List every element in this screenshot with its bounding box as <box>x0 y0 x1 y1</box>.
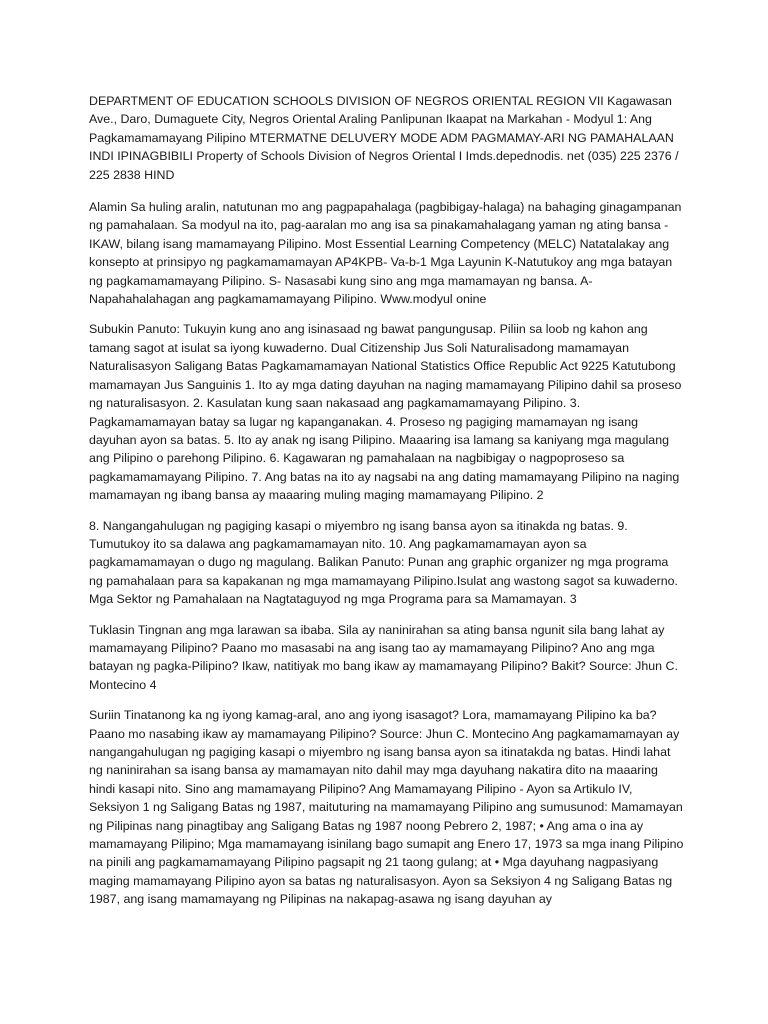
suriin-paragraph: Suriin Tinatanong ka ng iyong kamag-aral, ano ang iyong isasagot? Lora, mamamayang Pilipino ka ba? Paano mo nasabing ikaw ay mamamayang Pilipino? Source: Jhun C. Montecino Ang pagkamamamayan ay nangangahulugan ng pagiging kasapi o miyembro ng isang bansa ayon sa itinatakda ng batas. Hindi lahat ng naninirahan sa isang bansa ay mamamayan nito dahil may mga dayuhang nakatira dito na maaaring hindi kasapi nito. Sino ang mamamayang Pilipino? Ang Mamamayang Pilipino - Ayon sa Artikulo IV, Seksiyon 1 ng Saligang Batas ng 1987, maituturing na mamamayang Pilipino ang sumusunod: Mamamayan ng Pilipinas nang pinagtibay ang Saligang Batas ng 1987 noong Pebrero 2, 1987; • Ang ama o ina ay mamamayang Pilipino; Mga mamamayang isinilang bago sumapit ang Enero 17, 1973 sa mga inang Pilipino na pinili ang pagkamamamayang Pilipino pagsapit ng 21 taong gulang; at • Mga dayuhang nagpasiyang maging mamamayang Pilipino ayon sa batas ng naturalisasyon. Ayon sa Seksiyon 4 ng Saligang Batas ng 1987, ang isang mamamayang ng Pilipinas na nakapag-asawa ng isang dayuhan ay <box>89 708 684 907</box>
balikan-paragraph: 8. Nangangahulugan ng pagiging kasapi o miyembro ng isang bansa ayon sa itinakda ng batas. 9. Tumutukoy ito sa dalawa ang pagkamamamayan nito. 10. Ang pagkamamamayan ayon sa pagkamamamayan o dugo ng magulang. Balikan Panuto: Punan ang graphic organizer ng mga programa ng pamahalaan para sa kapakanan ng mga mamamayang Pilipino.Isulat ang wastong sagot sa kuwaderno. Mga Sektor ng Pamahalaan na Nagtataguyod ng mga Programa para sa Mamamayan. 3 <box>89 518 678 607</box>
document-body <box>89 92 685 921</box>
alamin-paragraph: Alamin Sa huling aralin, natutunan mo ang pagpapahalaga (pagbibigay-halaga) na bahaging ginagampanan ng pamahalaan. Sa modyul na ito, pag-aaralan mo ang isa sa pinakamahalagang yaman ng ating bansa - IKAW, bilang isang mamamayang Pilipino. Most Essential Learning Competency (MELC) Natatalakay ang konsepto at prinsipyo ng pagkamamamayan AP4KPB- Va-b-1 Mga Layunin K-Natutukoy ang mga batayan ng pagkamamamayang Pilipino. S- Nasasabi kung sino ang mga mamamayan ng bansa. A- Napahahalahagan ang pagkamamamayang Pilipino. Www.modyul onine <box>89 200 682 307</box>
header-paragraph: DEPARTMENT OF EDUCATION SCHOOLS DIVISION OF NEGROS ORIENTAL REGION VII Kagawasan Ave., Daro, Dumaguete City, Negros Oriental Araling Panlipunan Ikaapat na Markahan - Modyul 1: Ang Pagkamamamayang Pilipino MTERMATNE DELUVERY MODE ADM PAGMAMAY-ARI NG PAMAHALAAN INDI IPINAGBIBILI Property of Schools Division of Negros Oriental I Imds.depednodis. net (035) 225 2376 / 225 2838 HIND <box>89 94 679 182</box>
tuklasin-paragraph: Tuklasin Tingnan ang mga larawan sa ibaba. Sila ay naninirahan sa ating bansa ngunit sila bang lahat ay mamamayang Pilipino? Paano mo masasabi na ang isang tao ay mamamayang Pilipino? Ano ang mga batayan ng pagka-Pilipino? Ikaw, natitiyak mo bang ikaw ay mamamayang Pilipino? Bakit? Source: Jhun C. Montecino 4 <box>89 622 678 692</box>
subukin-paragraph: Subukin Panuto: Tukuyin kung ano ang isinasaad ng bawat pangungusap. Piliin sa loob ng kahon ang tamang sagot at isulat sa iyong kuwaderno. Dual Citizenship Jus Soli Naturalisadong mamamayan Naturalisasyon Saligang Batas Pagkamamamayan National Statistics Office Republic Act 9225 Katutubong mamamayan Jus Sanguinis 1. Ito ay mga dating dayuhan na naging mamamayang Pilipino dahil sa proseso ng naturalisasyon. 2. Kasulatan kung saan nakasaad ang pagkamamamayang Pilipino. 3. Pagkamamamayan batay sa lugar ng kapanganakan. 4. Proseso ng pagiging mamamayan ng isang dayuhan ayon sa batas. 5. Ito ay anak ng isang Pilipino. Maaaring isa lamang sa kaniyang mga magulang ang Pilipino o parehong Pilipino. 6. Kagawaran ng pamahalaan na nagbibigay o nagpoproseso sa pagkamamamayang Pilipino. 7. Ang batas na ito ay nagsabi na ang dating mamamayang Pilipino na naging mamamayan ng ibang bansa ay maaaring muling maging mamamayang Pilipino. 2 <box>89 322 682 503</box>
